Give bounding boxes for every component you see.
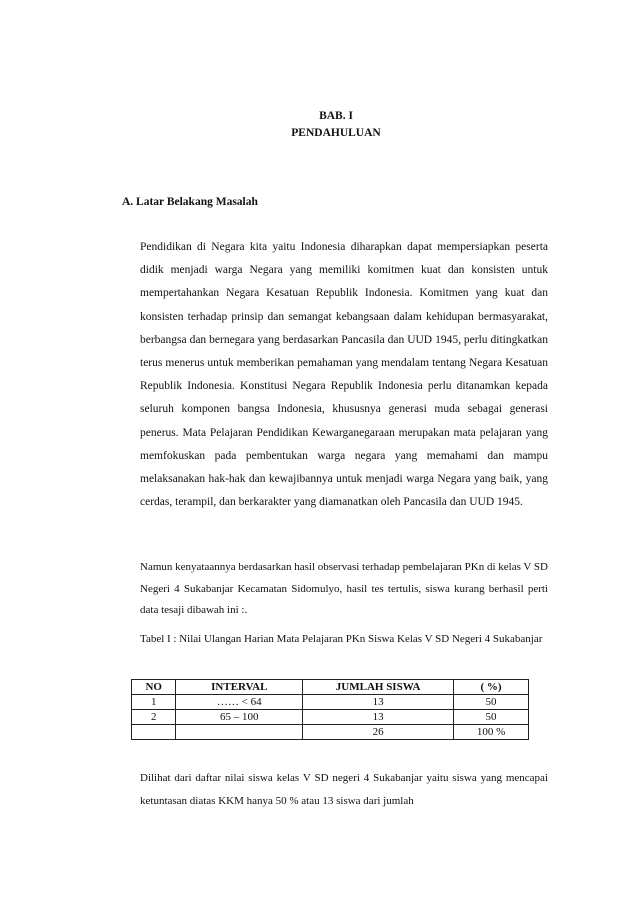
header-percent: ( %) [454, 680, 529, 695]
header-no: NO [132, 680, 176, 695]
paragraph-intro: Pendidikan di Negara kita yaitu Indonesia diharapkan dapat mempersiapkan peserta didik menjadi warga Negara yang memiliki komitmen kuat dan konsisten untuk mempertahankan Negara Kesatuan Republik Indonesia. Komitmen yang kuat dan konsisten terhadap prinsip dan semangat kebangsaan dalam kehidupan bermasyarakat, berbangsa dan bernegara yang berdasarkan Pancasila dan UUD 1945, perlu ditingkatkan terus menerus untuk memberikan pemahaman yang mendalam tentang Negara Kesatuan Republik Indonesia. Konstitusi Negara Republik Indonesia perlu ditanamkan kepada seluruh komponen bangsa Indonesia, khususnya generasi muda sebagai generasi penerus. Mata Pelajaran Pendidikan Kewarganegaraan merupakan mata pelajaran yang memfokuskan pada pembentukan warga negara yang memahami dan mampu melaksanakan hak-hak dan kewajibannya untuk menjadi warga Negara yang baik, yang cerdas, terampil, dan berkarakter yang diamanatkan oleh Pancasila dan UUD 1945. [140, 241, 548, 509]
table-header-row [132, 680, 529, 695]
cell-percent: 50 [454, 695, 529, 710]
section-title: A. Latar Belakang Masalah [122, 196, 258, 208]
table-caption: Tabel I : Nilai Ulangan Harian Mata Pelajaran PKn Siswa Kelas V SD Negeri 4 Sukabanjar [140, 633, 543, 645]
cell-interval: 65 – 100 [176, 710, 303, 725]
cell-jumlah: 13 [303, 710, 454, 725]
header-jumlah-siswa: JUMLAH SISWA [303, 680, 454, 695]
header-interval: INTERVAL [176, 680, 303, 695]
cell-jumlah-total: 26 [303, 725, 454, 740]
grades-table [131, 679, 529, 740]
chapter-title: PENDAHULUAN [291, 127, 381, 139]
cell-no: 1 [132, 695, 176, 710]
cell-jumlah: 13 [303, 695, 454, 710]
cell-percent-total: 100 % [454, 725, 529, 740]
table-row [132, 710, 529, 725]
paragraph-observation: Namun kenyataannya berdasarkan hasil observasi terhadap pembelajaran PKn di kelas V SD Negeri 4 Sukabanjar Kecamatan Sidomulyo, hasil tes tertulis, siswa kurang berhasil perti data tesaji dibawah ini :. [140, 561, 548, 616]
cell-interval [176, 725, 303, 740]
cell-interval: …… < 64 [176, 695, 303, 710]
chapter-number: BAB. I [319, 110, 353, 122]
cell-no: 2 [132, 710, 176, 725]
paragraph-analysis: Dilihat dari daftar nilai siswa kelas V SD negeri 4 Sukabanjar yaitu siswa yang mencapai ketuntasan diatas KKM hanya 50 % atau 13 siswa dari jumlah [140, 772, 548, 807]
table-row [132, 695, 529, 710]
cell-percent: 50 [454, 710, 529, 725]
cell-no [132, 725, 176, 740]
table-total-row [132, 725, 529, 740]
